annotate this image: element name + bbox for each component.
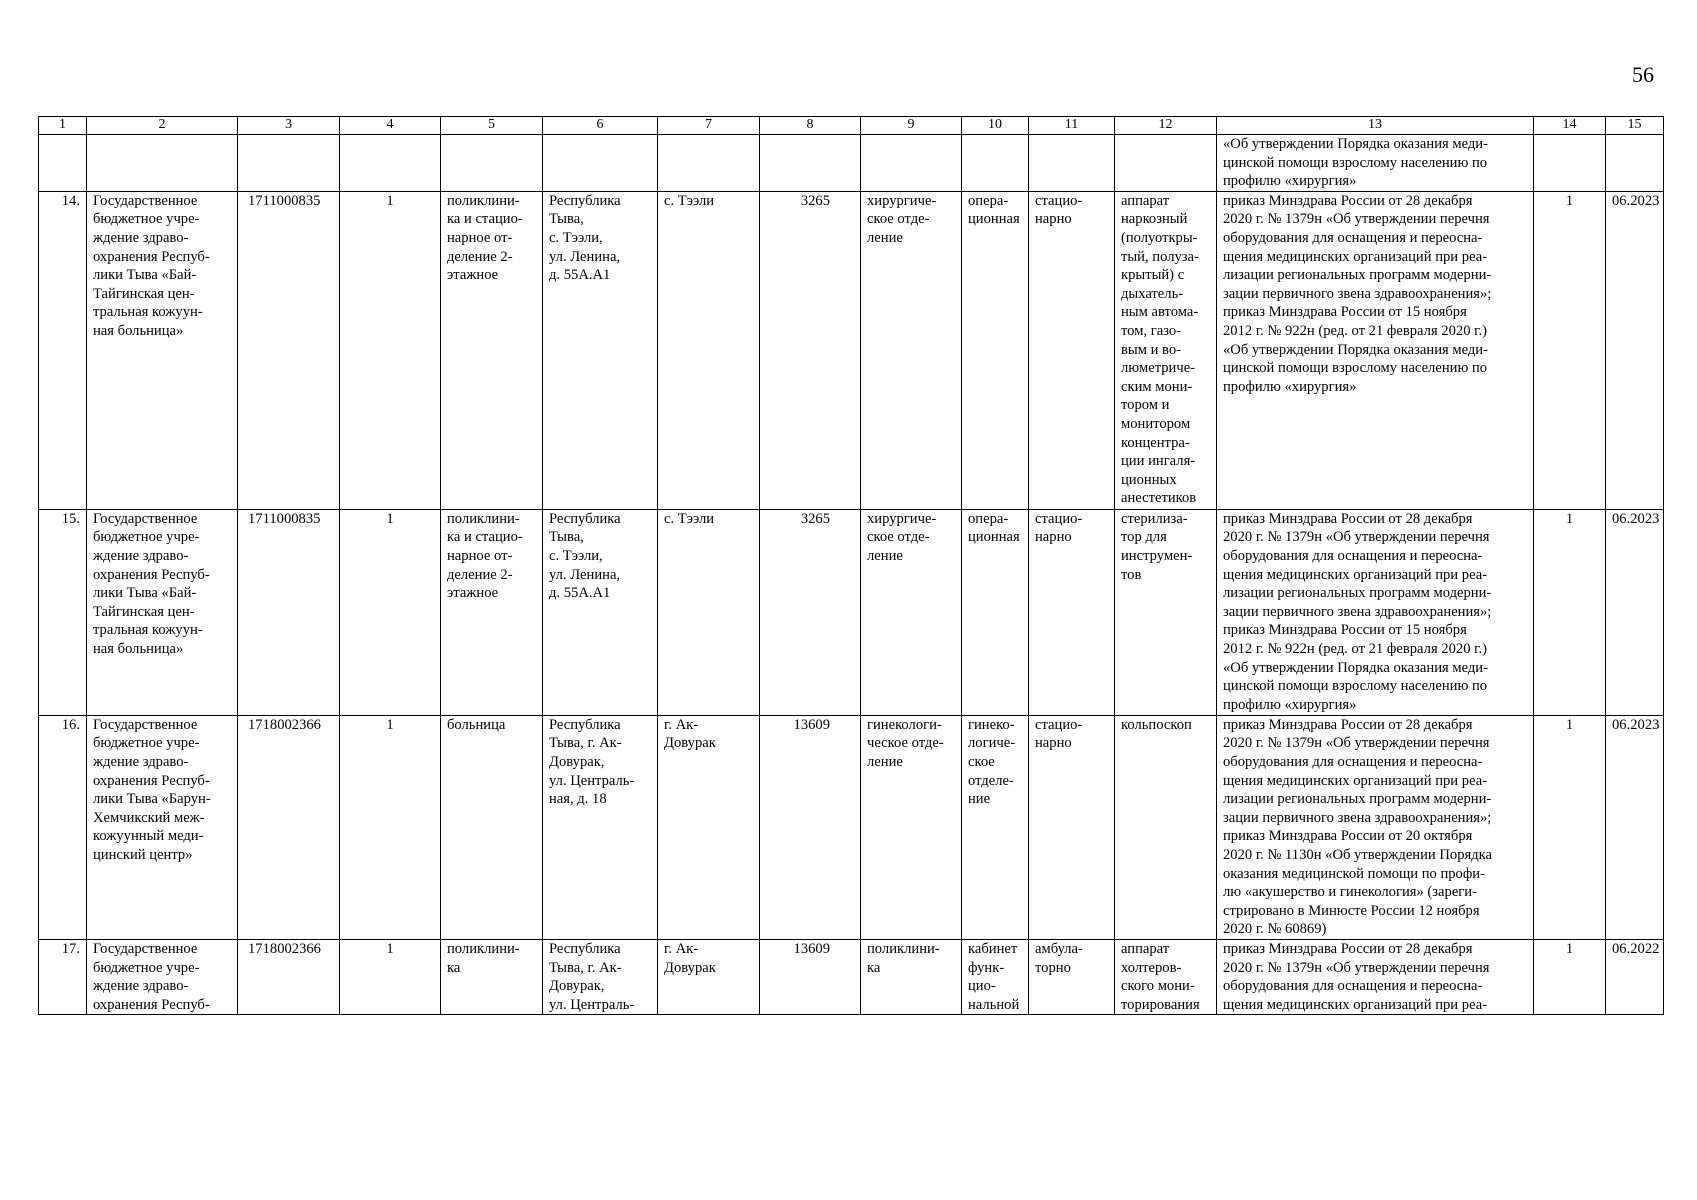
population-cell: 3265 <box>760 509 861 715</box>
equipment-cell: аппарат холтеров- ского мони- торирования <box>1115 939 1217 1014</box>
column-number: 14 <box>1534 117 1606 135</box>
count-cell: 1 <box>1534 509 1606 715</box>
column-number: 8 <box>760 117 861 135</box>
facility-type-cell: поликлини- ка и стацио- нарное от- деление 2- этажное <box>441 509 543 715</box>
continuation-row <box>39 135 1664 192</box>
table-row <box>39 509 1664 715</box>
date-cell: 06.2023 <box>1606 715 1664 939</box>
population-cell: 13609 <box>760 939 861 1014</box>
legal-basis-cell: приказ Минздрава России от 28 декабря 2020 г. № 1379н «Об утверждении перечня оборудования для оснащения и переосна- щения медицинских организаций при реа- лизации региональных программ модерни- зации первичного звена здравоохранения»; приказ Минздрава России от 20 октября 2020 г. № 1130н «Об утверждении Порядка оказания медицинской помощи по профи- лю «акушерство и гинекология» (зареги- стрировано в Минюсте России 12 ноября 2020 г. № 60869) <box>1217 715 1534 939</box>
equipment-cell: кольпоскоп <box>1115 715 1217 939</box>
room-cell: опера- ционная <box>962 191 1029 509</box>
room-cell: кабинет функ- цио- нальной <box>962 939 1029 1014</box>
equipment-register-table <box>38 116 1664 1015</box>
address-cell: Республика Тыва, г. Ак- Довурак, ул. Централь- ная, д. 18 <box>543 715 658 939</box>
organization-cell: Государственное бюджетное учре- ждение здраво- охранения Респуб- <box>87 939 238 1014</box>
column-number: 6 <box>543 117 658 135</box>
row-number: 16. <box>39 715 87 939</box>
column-number: 2 <box>87 117 238 135</box>
quantity-cell: 1 <box>340 715 441 939</box>
department-cell: хирургиче- ское отде- ление <box>861 509 962 715</box>
legal-basis-cell: приказ Минздрава России от 28 декабря 2020 г. № 1379н «Об утверждении перечня оборудования для оснащения и переосна- щения медицинских организаций при реа- лизации региональных программ модерни- зации первичного звена здравоохранения»; приказ Минздрава России от 15 ноября 2012 г. № 922н (ред. от 21 февраля 2020 г.) «Об утверждении Порядка оказания меди- цинской помощи взрослому населению по профилю «хирургия» <box>1217 191 1534 509</box>
column-number: 11 <box>1029 117 1115 135</box>
inn-cell: 1718002366 <box>238 715 340 939</box>
column-number: 10 <box>962 117 1029 135</box>
population-cell: 13609 <box>760 715 861 939</box>
count-cell: 1 <box>1534 939 1606 1014</box>
facility-type-cell: больница <box>441 715 543 939</box>
care-mode-cell: амбула- торно <box>1029 939 1115 1014</box>
inn-cell: 1711000835 <box>238 509 340 715</box>
date-cell: 06.2023 <box>1606 191 1664 509</box>
row-number: 15. <box>39 509 87 715</box>
department-cell: хирургиче- ское отде- ление <box>861 191 962 509</box>
count-cell: 1 <box>1534 715 1606 939</box>
date-cell: 06.2022 <box>1606 939 1664 1014</box>
table-row <box>39 939 1664 1014</box>
column-number: 5 <box>441 117 543 135</box>
column-number: 9 <box>861 117 962 135</box>
care-mode-cell: стацио- нарно <box>1029 509 1115 715</box>
address-cell: Республика Тыва, с. Тээли, ул. Ленина, д. 55А.А1 <box>543 509 658 715</box>
column-number-row <box>39 117 1664 135</box>
facility-type-cell: поликлини- ка <box>441 939 543 1014</box>
legal-basis-cell: приказ Минздрава России от 28 декабря 2020 г. № 1379н «Об утверждении перечня оборудования для оснащения и переосна- щения медицинских организаций при реа- <box>1217 939 1534 1014</box>
column-number: 13 <box>1217 117 1534 135</box>
row-number: 14. <box>39 191 87 509</box>
row-number: 17. <box>39 939 87 1014</box>
column-number: 12 <box>1115 117 1217 135</box>
address-cell: Республика Тыва, с. Тээли, ул. Ленина, д. 55А.А1 <box>543 191 658 509</box>
room-cell: опера- ционная <box>962 509 1029 715</box>
quantity-cell: 1 <box>340 509 441 715</box>
table-row <box>39 715 1664 939</box>
date-cell: 06.2023 <box>1606 509 1664 715</box>
care-mode-cell: стацио- нарно <box>1029 715 1115 939</box>
quantity-cell: 1 <box>340 191 441 509</box>
column-number: 15 <box>1606 117 1664 135</box>
column-number: 3 <box>238 117 340 135</box>
facility-type-cell: поликлини- ка и стацио- нарное от- деление 2- этажное <box>441 191 543 509</box>
legal-basis-cell: «Об утверждении Порядка оказания меди- цинской помощи взрослому населению по профилю «хирургия» <box>1217 135 1534 192</box>
count-cell: 1 <box>1534 191 1606 509</box>
equipment-cell: аппарат наркозный (полуоткры- тый, полуза- крытый) с дыхатель- ным автома- том, газо- вым и во- люметриче- ским мони- тором и монитором концентра- ции ингаля- ционных анестетиков <box>1115 191 1217 509</box>
quantity-cell: 1 <box>340 939 441 1014</box>
inn-cell: 1711000835 <box>238 191 340 509</box>
column-number: 4 <box>340 117 441 135</box>
equipment-cell: стерилиза- тор для инструмен- тов <box>1115 509 1217 715</box>
settlement-cell: г. Ак- Довурак <box>658 939 760 1014</box>
address-cell: Республика Тыва, г. Ак- Довурак, ул. Централь- <box>543 939 658 1014</box>
page-number: 56 <box>1632 62 1654 87</box>
population-cell: 3265 <box>760 191 861 509</box>
table-row <box>39 191 1664 509</box>
room-cell: гинеко- логиче- ское отделе- ние <box>962 715 1029 939</box>
care-mode-cell: стацио- нарно <box>1029 191 1115 509</box>
inn-cell: 1718002366 <box>238 939 340 1014</box>
organization-cell: Государственное бюджетное учре- ждение здраво- охранения Респуб- лики Тыва «Бай- Тайгинская цен- тральная кожуун- ная больница» <box>87 509 238 715</box>
settlement-cell: с. Тээли <box>658 191 760 509</box>
settlement-cell: г. Ак- Довурак <box>658 715 760 939</box>
organization-cell: Государственное бюджетное учре- ждение здраво- охранения Респуб- лики Тыва «Барун- Хемчикский меж- кожуунный меди- цинский центр» <box>87 715 238 939</box>
legal-basis-cell: приказ Минздрава России от 28 декабря 2020 г. № 1379н «Об утверждении перечня оборудования для оснащения и переосна- щения медицинских организаций при реа- лизации региональных программ модерни- зации первичного звена здравоохранения»; приказ Минздрава России от 15 ноября 2012 г. № 922н (ред. от 21 февраля 2020 г.) «Об утверждении Порядка оказания меди- цинской помощи взрослому населению по профилю «хирургия» <box>1217 509 1534 715</box>
organization-cell: Государственное бюджетное учре- ждение здраво- охранения Респуб- лики Тыва «Бай- Тайгинская цен- тральная кожуун- ная больница» <box>87 191 238 509</box>
department-cell: поликлини- ка <box>861 939 962 1014</box>
column-number: 1 <box>39 117 87 135</box>
department-cell: гинекологи- ческое отде- ление <box>861 715 962 939</box>
settlement-cell: с. Тээли <box>658 509 760 715</box>
column-number: 7 <box>658 117 760 135</box>
